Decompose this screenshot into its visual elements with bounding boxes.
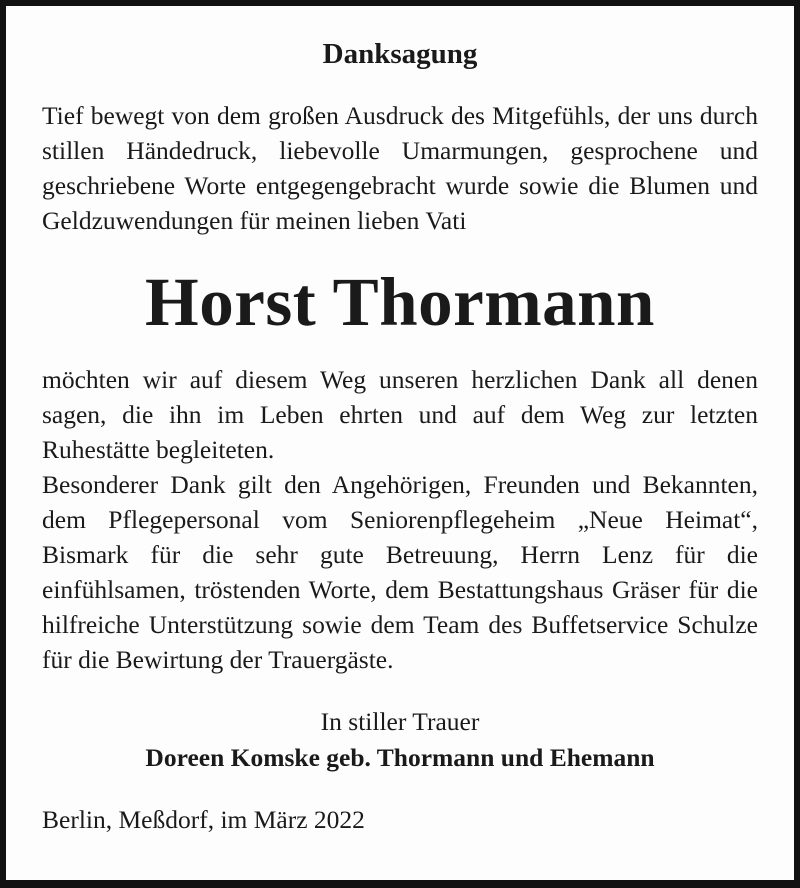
closing-line: In stiller Trauer (320, 707, 480, 736)
notice-heading: Danksagung (322, 38, 478, 70)
place-date: Berlin, Meßdorf, im März 2022 (42, 805, 365, 834)
intro-paragraph: Tief bewegt von dem großen Ausdruck des Mitgefühls, der uns durch stillen Händedruck, liebevolle Umarmungen, gesprochene und geschriebene Worte entgegengebracht wurde sowie die Blumen und Geldzuwendungen für meinen lieben Vati (42, 101, 758, 235)
thanks-paragraph: möchten wir auf diesem Weg unseren herzlichen Dank all denen sagen, die ihn im Leben ehrten und auf dem Weg zur letzten Ruhestätte begleiteten. (42, 365, 758, 464)
special-thanks-paragraph: Besonderer Dank gilt den Angehörigen, Freunden und Bekannten, dem Pflegepersonal vom Seniorenpflegeheim „Neue Heimat“, Bismark für die sehr gute Betreuung, Herrn Lenz für die einfühlsamen, tröstenden Worte, dem Bestattungshaus Gräser für die hilfreiche Unterstützung sowie dem Team des Buffetservice Schulze für die Bewirtung der Trauergäste. (42, 470, 758, 674)
deceased-name: Horst Thormann (145, 264, 655, 340)
notice-content (42, 32, 758, 838)
signature-line: Doreen Komske geb. Thormann und Ehemann (145, 743, 655, 772)
